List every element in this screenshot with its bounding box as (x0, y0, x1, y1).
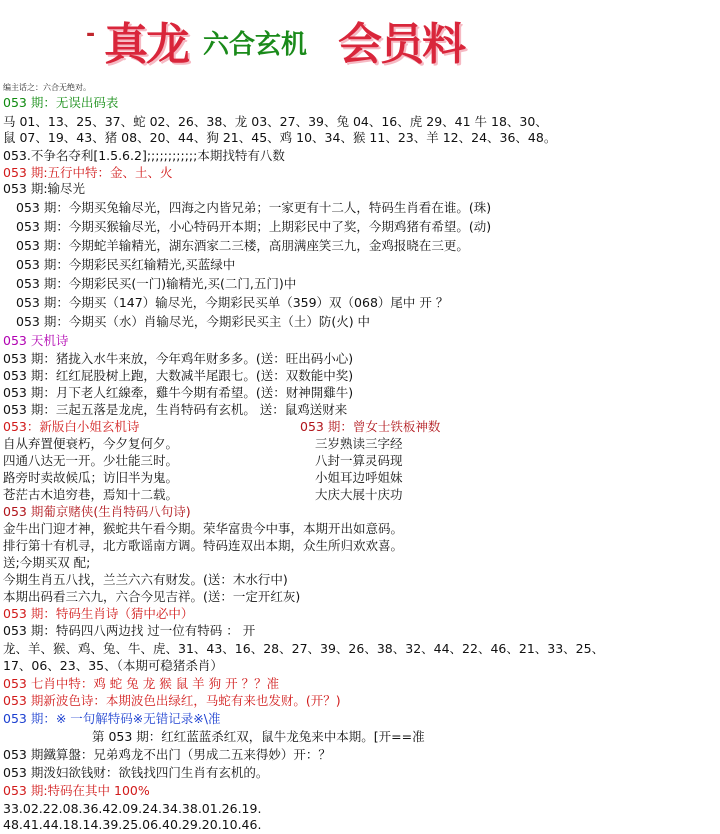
text-line: 八封一算灵码现 (315, 453, 403, 468)
text-line: 排行第十有机寻，北方歌谣南方调。特码连双出本期，众生所归欢欢喜。 (3, 538, 404, 553)
section-heading-code-table: 053 期：无误出码表 (3, 95, 119, 110)
text-line: 053 期：今期买兔输尽光，四海之内皆兄弟；一家更有十二人，特码生肖看在谁。(珠) (16, 200, 492, 215)
text-line: 053 期：今期彩民买(一门)输精光,买(二门,五门)中 (16, 276, 297, 291)
section-heading-wave-color-poem: 053 期新波色诗：本期波色出绿红，马蛇有来也发财。(开？) (3, 693, 341, 708)
text-line: 送;今期买双 配; (3, 555, 91, 570)
text-line: 金牛出门迎才神，猴蛇共午看今期。荣华富贵今中事，本期开出如意码。 (3, 521, 404, 536)
header-banner (0, 0, 720, 80)
text-line: 053 期鐵算盤：兄弟鸡龙不出门（男成二五来得妙）开：？ (3, 747, 331, 762)
code-table-row-2: 鼠 07、19、43、猪 08、20、44、狗 21、45、鸡 10、34、猴 11、23、羊 12、24、36、48。 (3, 130, 557, 145)
text-line: 第 053 期：红红蓝蓝杀红双，鼠牛龙兔来中本期。[开==准 (92, 729, 425, 744)
section-heading-zeng-tieban: 053 期：曾女士铁板神数 (300, 419, 441, 434)
section-heading-tianji-poem: 053 天机诗 (3, 333, 69, 348)
title-liuhe-xuanji: 六合玄机 (203, 30, 308, 60)
section-heading-one-line-code: 053 期：※ 一句解特码※无错记录※\准 (3, 711, 221, 726)
text-line: 龙、羊、猴、鸡、兔、牛、虎、31、43、16、28、27、39、26、38、32、44、22、46、21、33、25、 (3, 641, 605, 656)
section-heading-seven-zodiac: 053 七肖中特：鸡 蛇 兔 龙 猴 鼠 羊 狗 开 ？？准 (3, 676, 280, 691)
number-list-row-2: 48.41.44.18.14.39.25.06.40.29.20.10.46. (3, 817, 262, 832)
text-line: 053 期：红红屁股树上跑，大数减半尾跟七。(送：双数能中奖) (3, 368, 354, 383)
text-line: 路旁时卖故候瓜；访旧半为鬼。 (3, 470, 179, 485)
editor-note: 编主话之：六合无绝对。 (3, 83, 91, 92)
text-line: 大庆大展十庆功 (315, 487, 403, 502)
text-line: 自从弃置便衰朽，今夕复何夕。 (3, 436, 179, 451)
text-line: 四通八达无一开。少壮能三时。 (3, 453, 179, 468)
text-line: 本期出码看三六九，六合今见吉祥。(送：一定开红灰) (3, 589, 301, 604)
text-line: 苍茫古木追穷巷，焉知十二载。 (3, 487, 179, 502)
section-heading-special-zodiac-poem: 053 期：特码生肖诗（猜中必中） (3, 606, 194, 621)
text-line: 053 期：特码四八两边找 过一位有特码 ： 开 (3, 623, 256, 638)
text-line: 053 期泼妇欲钱财：欲钱找四门生肖有玄机的。 (3, 765, 269, 780)
section-heading-gambler-poem: 053 期葡京赌侠(生肖特码八句诗) (3, 504, 191, 519)
text-line: 053 期：猪拢入水牛来放，今年鸡年财多多。(送：旺出码小心) (3, 351, 354, 366)
section-heading-special-code: 053 期:特码在其中 100% (3, 783, 150, 798)
text-line: 053 期：三起五落是龙虎，生肖特码有玄机。 送：鼠鸡送财来 (3, 402, 348, 417)
text-line: 三岁熟读三字经 (315, 436, 403, 451)
number-list-row-1: 33.02.22.08.36.42.09.24.34.38.01.26.19. (3, 801, 262, 816)
text-line: 053 期：今期蛇羊输精光，湖东酒家二三楼，高朋满座笑三九，金鸡报晓在三更。 (16, 238, 469, 253)
text-line: 053 期：今期买猴输尽光，小心特码开本期；上期彩民中了奖，今期鸡猪有希望。(动) (16, 219, 492, 234)
text-line: 053 期：今期买（147）输尽光，今期彩民买单（359）双（068）尾中 开 ？ (16, 295, 449, 310)
text-line: 17、06、23、35、（本期可稳猪杀肖） (3, 658, 223, 673)
code-table-row-1: 马 01、13、25、37、蛇 02、26、38、龙 03、27、39、兔 04、16、虎 29、41 牛 18、30、 (3, 114, 548, 129)
title-zhenlong: 真龙 (104, 19, 188, 70)
text-line: 053 期：今期买（水）肖输尽光，今期彩民买主（土）防(火) 中 (16, 314, 371, 329)
section-heading-bai-xiaojie: 053：新版白小姐玄机诗 (3, 419, 140, 434)
header-dash: - (86, 22, 96, 47)
title-huiyuanliao: 会员料 (338, 19, 464, 70)
text-line: 053 期：月下老人红線牽，雞牛今期有希望。(送：财神開雞牛) (3, 385, 354, 400)
text-line: 053.不争名夺利[1.5.6.2];;;;;;;;;;;;本期找特有八数 (3, 148, 285, 163)
section-heading-lose-all: 053 期:输尽光 (3, 181, 86, 196)
text-line: 今期生肖五八找，兰兰六六有财发。(送：木水行中) (3, 572, 288, 587)
text-line: 小姐耳边呼姐妹 (315, 470, 403, 485)
text-line: 053 期：今期彩民买红输精光,买蓝绿中 (16, 257, 236, 272)
section-heading-five-elements: 053 期:五行中特：金、土、火 (3, 165, 173, 180)
